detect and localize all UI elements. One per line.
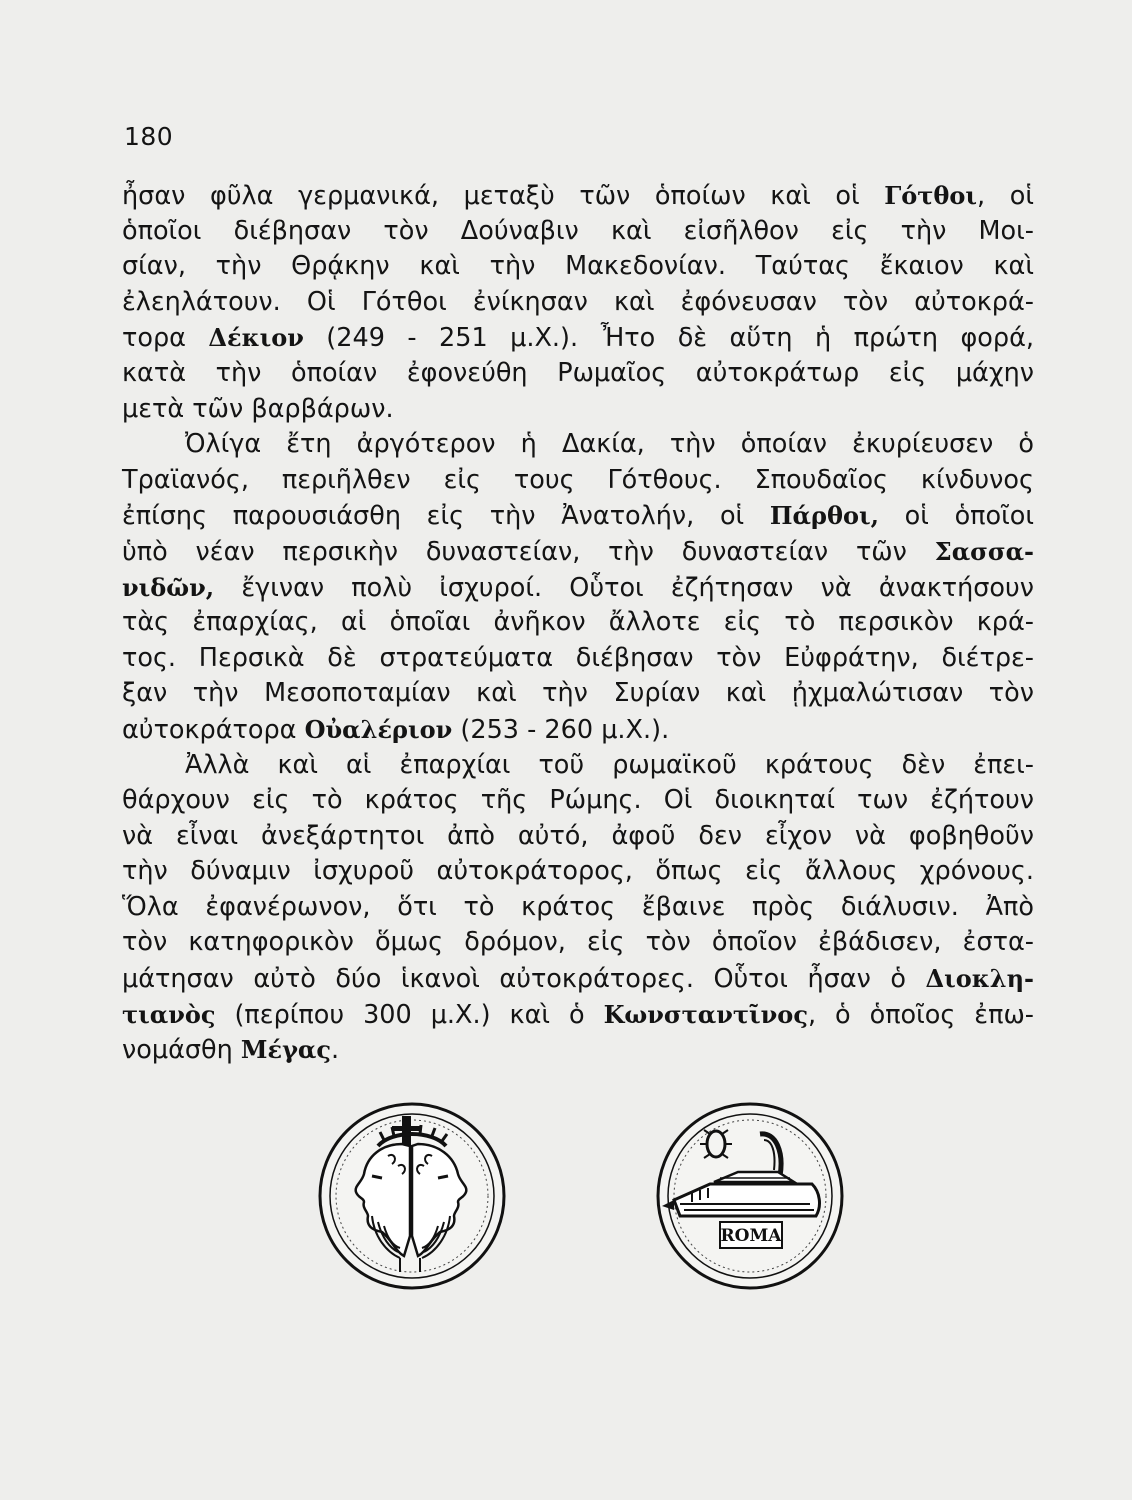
text-run: (253 - 260 μ.Χ.).: [452, 714, 670, 745]
page-number: 180: [124, 122, 174, 151]
text-line: [122, 570, 1034, 606]
text-run: .: [331, 1035, 340, 1066]
text-run: ἦσαν φῦλα γερμανικά, μεταξὺ τῶν ὁποίων καὶ οἱ: [122, 181, 885, 211]
text-run: , ὁ ὁποῖος ἐπω-: [807, 999, 1035, 1030]
bold-term: Κωνσταντῖνος: [603, 999, 808, 1029]
bold-term: Οὐαλέριον: [304, 714, 453, 744]
text-line: [122, 249, 1034, 285]
text-run: οἱ ὁποῖοι: [878, 501, 1034, 532]
text-run: Τραϊανός, περιῆλθεν εἰς τους Γότθους. Σπουδαῖος κίνδυνος: [122, 464, 1034, 495]
text-line: [122, 676, 1034, 712]
text-run: Ὀλίγα ἔτη ἀργότερον ἡ Δακία, τὴν ὁποίαν ἐκυρίευσεν ὁ: [185, 429, 1034, 460]
text-run: ἔγιναν πολὺ ἰσχυροί. Οὗτοι ἐζήτησαν νὰ ἀνακτήσουν: [214, 572, 1034, 603]
body-text: [122, 178, 1034, 1068]
text-line: [122, 427, 1034, 463]
bold-term: Πάρθοι,: [769, 501, 879, 531]
text-line: [122, 1032, 1034, 1068]
text-run: ἐλεηλάτουν. Οἱ Γότθοι ἐνίκησαν καὶ ἐφόνευσαν τὸν αὐτοκρά-: [122, 286, 1034, 317]
text-run: ὑπὸ νέαν περσικὴν δυναστείαν, τὴν δυναστείαν τῶν: [122, 536, 935, 567]
text-line: [122, 356, 1034, 392]
text-run: θάρχουν εἰς τὸ κράτος τῆς Ρώμης. Οἱ διοικηταί των ἐζήτουν: [122, 785, 1034, 816]
text-run: νομάσθη: [122, 1035, 241, 1066]
text-line: [122, 712, 1034, 748]
text-line: [122, 320, 1034, 356]
text-run: ξαν τὴν Μεσοποταμίαν καὶ τὴν Συρίαν καὶ ᾐχμαλώτισαν τὸν: [122, 678, 1034, 709]
text-run: τορα: [122, 323, 209, 354]
bold-term: τιανὸς: [122, 999, 216, 1029]
text-line: [122, 783, 1034, 819]
text-line: [122, 641, 1034, 677]
text-run: , οἱ: [977, 181, 1034, 211]
paragraph: [122, 748, 1034, 1068]
text-run: (περίπου 300 μ.Χ.) καὶ ὁ: [215, 999, 604, 1030]
text-line: [122, 890, 1034, 926]
text-line: [122, 214, 1034, 250]
text-run: τὴν δύναμιν ἰσχυροῦ αὐτοκράτορος, ὅπως εἰς ἄλλους χρόνους.: [122, 856, 1034, 887]
text-run: (249 - 251 μ.Χ.). Ἦτο δὲ αὕτη ἡ πρώτη φορά,: [303, 323, 1034, 354]
text-line: [122, 819, 1034, 855]
text-line: [122, 854, 1034, 890]
coin-illustrations: [318, 1102, 848, 1290]
text-line: [122, 392, 1034, 428]
bold-term: Γότθοι: [884, 181, 978, 210]
text-line: [122, 748, 1034, 784]
text-run: τος. Περσικὰ δὲ στρατεύματα διέβησαν τὸν Εὐφράτην, διέτρε-: [122, 642, 1034, 673]
text-run: τὸν κατηφορικὸν ὅμως δρόμον, εἰς τὸν ὁποῖον ἐβάδισεν, ἐστα-: [122, 927, 1034, 958]
paragraph: [122, 427, 1034, 747]
text-line: [122, 534, 1034, 570]
text-run: αὐτοκράτορα: [122, 714, 305, 745]
text-line: [122, 285, 1034, 321]
ship-prow-coin-icon: [658, 1104, 842, 1288]
bold-term: Δέκιον: [208, 323, 304, 353]
text-run: κατὰ τὴν ὁποίαν ἐφονεύθη Ρωμαῖος αὐτοκράτωρ εἰς μάχην: [122, 357, 1034, 388]
text-line: [122, 925, 1034, 961]
coin-legend: ROMA: [720, 1226, 782, 1246]
text-run: νὰ εἶναι ἀνεξάρτητοι ἀπὸ αὐτό, ἀφοῦ δεν εἶχον νὰ φοβηθοῦν: [122, 820, 1034, 851]
paragraph: [122, 178, 1034, 427]
text-run: μετὰ τῶν βαρβάρων.: [122, 393, 394, 424]
text-line: [122, 463, 1034, 499]
text-line: [122, 997, 1034, 1033]
text-run: τὰς ἐπαρχίας, αἱ ὁποῖαι ἀνῆκον ἄλλοτε εἰς τὸ περσικὸν κρά-: [122, 607, 1034, 638]
text-line: [122, 961, 1034, 997]
bold-term: Σασσα-: [934, 536, 1034, 566]
bold-term: νιδῶν,: [122, 572, 215, 602]
text-run: σίαν, τὴν Θρᾴκην καὶ τὴν Μακεδονίαν. Ταύτας ἔκαιον καὶ: [122, 251, 1034, 282]
bold-term: Διοκλη-: [925, 964, 1034, 994]
text-run: Ἀλλὰ καὶ αἱ ἐπαρχίαι τοῦ ρωμαϊκοῦ κράτους δὲν ἐπει-: [185, 749, 1034, 780]
text-line: [122, 605, 1034, 641]
text-line: [122, 498, 1034, 534]
text-run: ὁποῖοι διέβησαν τὸν Δούναβιν καὶ εἰσῆλθον εἰς τὴν Μοι-: [122, 215, 1034, 246]
text-line: [122, 178, 1034, 214]
text-run: ἐπίσης παρουσιάσθη εἰς τὴν Ἀνατολήν, οἱ: [122, 501, 770, 532]
janus-coin-icon: [320, 1104, 504, 1288]
text-run: Ὅλα ἐφανέρωνον, ὅτι τὸ κράτος ἔβαινε πρὸς διάλυσιν. Ἀπὸ: [122, 891, 1034, 922]
bold-term: Μέγας: [240, 1035, 332, 1065]
text-run: μάτησαν αὐτὸ δύο ἱκανοὶ αὐτοκράτορες. Οὗτοι ἦσαν ὁ: [122, 964, 926, 995]
